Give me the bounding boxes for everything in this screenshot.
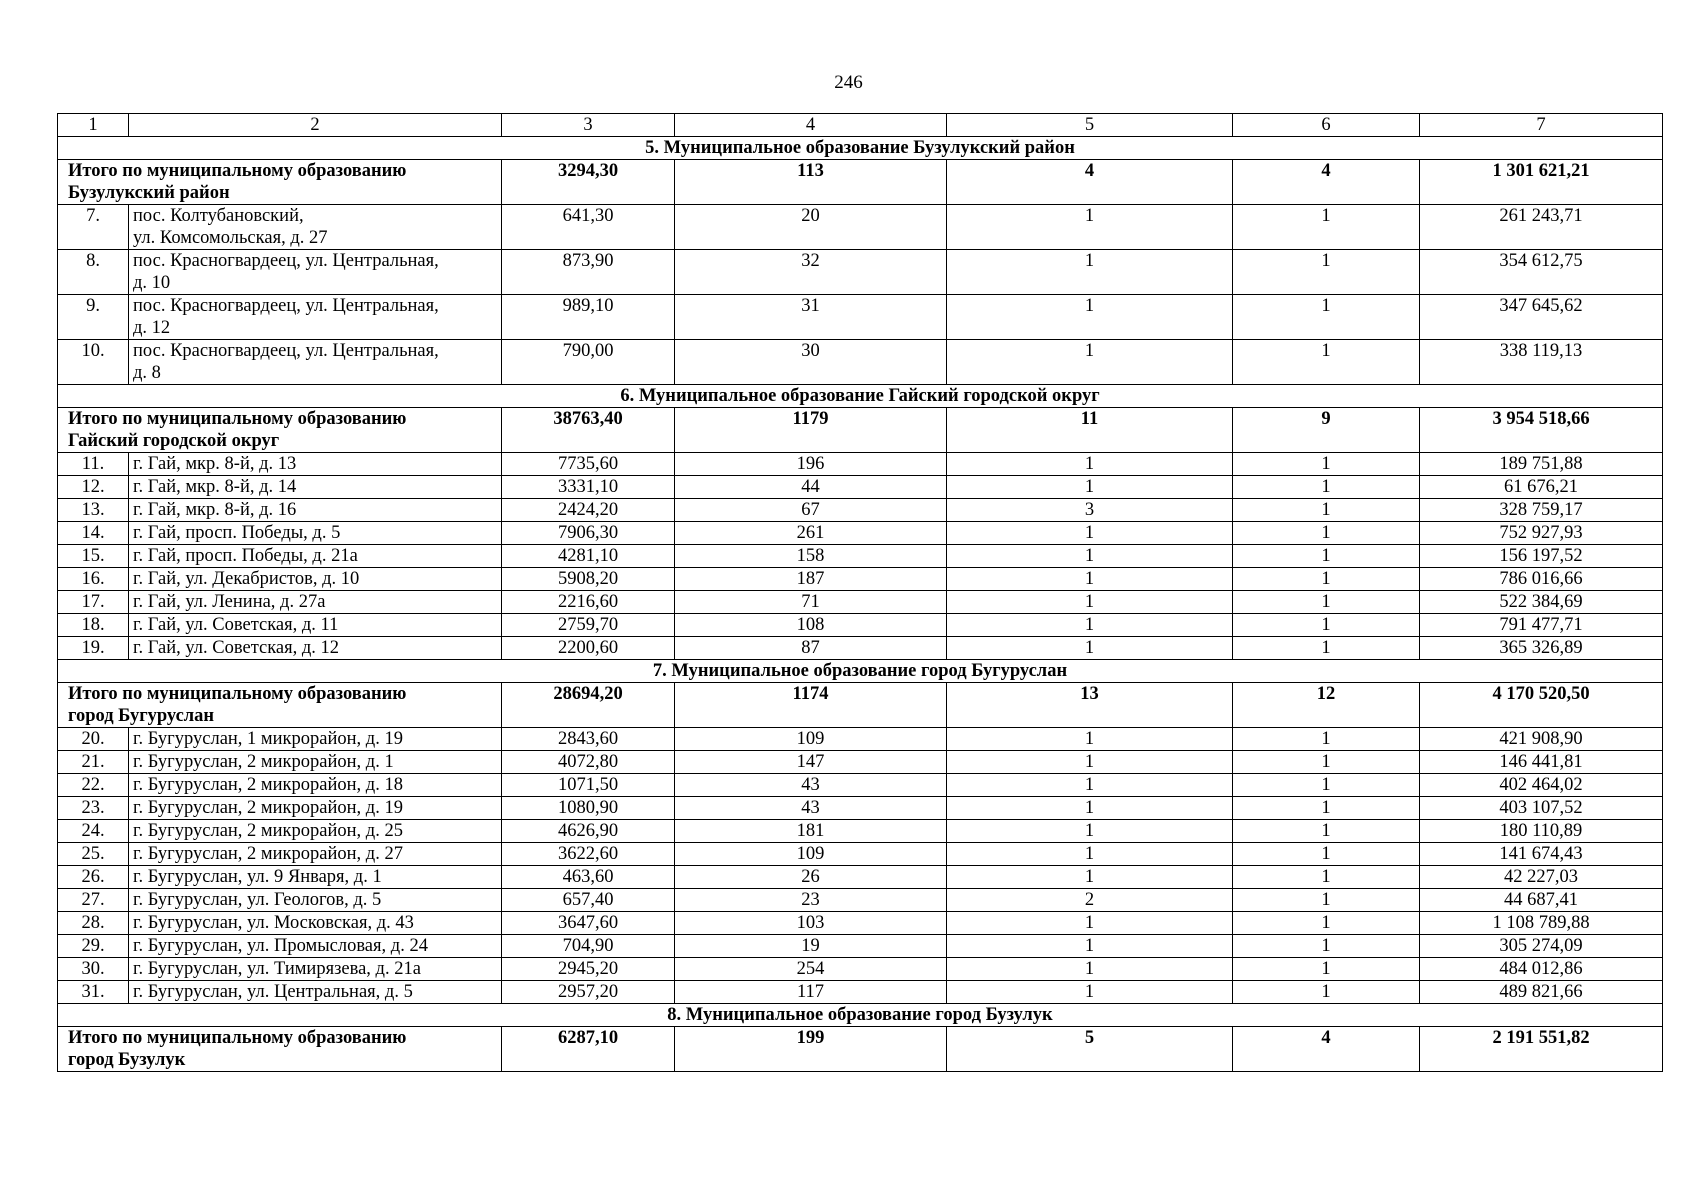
row-address-line2: д. 10 — [133, 273, 171, 293]
row-number: 21. — [58, 751, 129, 774]
row-address — [129, 476, 502, 499]
row-c3: 1080,90 — [502, 797, 675, 820]
row-c3: 2424,20 — [502, 499, 675, 522]
row-c5: 1 — [947, 522, 1233, 545]
row-c4: 67 — [675, 499, 947, 522]
section-title: 6. Муниципальное образование Гайский городской округ — [58, 385, 1663, 408]
row-number: 16. — [58, 568, 129, 591]
row-c4: 31 — [675, 295, 947, 340]
row-c4: 71 — [675, 591, 947, 614]
row-c5: 2 — [947, 889, 1233, 912]
table-row — [58, 958, 1663, 981]
row-c6: 1 — [1233, 797, 1420, 820]
row-number: 12. — [58, 476, 129, 499]
table-row — [58, 453, 1663, 476]
row-c5: 1 — [947, 774, 1233, 797]
column-number: 2 — [129, 114, 502, 137]
row-c5: 1 — [947, 591, 1233, 614]
row-number: 22. — [58, 774, 129, 797]
row-number: 9. — [58, 295, 129, 340]
row-c6: 1 — [1233, 728, 1420, 751]
total-c4: 113 — [675, 160, 947, 205]
row-c7: 44 687,41 — [1420, 889, 1663, 912]
row-address — [129, 912, 502, 935]
total-c5: 4 — [947, 160, 1233, 205]
table-row — [58, 522, 1663, 545]
row-address-line2: ул. Комсомольская, д. 27 — [133, 228, 328, 248]
total-label-line: Итого по муниципальному образованию — [68, 1028, 407, 1048]
row-c6: 1 — [1233, 295, 1420, 340]
row-c4: 23 — [675, 889, 947, 912]
row-address-line1: г. Бугуруслан, ул. Московская, д. 43 — [133, 913, 414, 933]
row-number: 7. — [58, 205, 129, 250]
table-row — [58, 866, 1663, 889]
row-c5: 1 — [947, 958, 1233, 981]
row-address-line1: пос. Колтубановский, — [133, 206, 304, 226]
table-row — [58, 295, 1663, 340]
table-row — [58, 728, 1663, 751]
row-address — [129, 522, 502, 545]
row-c7: 156 197,52 — [1420, 545, 1663, 568]
total-label — [58, 1027, 502, 1072]
row-address — [129, 981, 502, 1004]
row-address — [129, 751, 502, 774]
row-c3: 873,90 — [502, 250, 675, 295]
row-c7: 402 464,02 — [1420, 774, 1663, 797]
row-number: 13. — [58, 499, 129, 522]
total-c6: 9 — [1233, 408, 1420, 453]
total-c6: 4 — [1233, 160, 1420, 205]
row-c3: 2216,60 — [502, 591, 675, 614]
row-number: 15. — [58, 545, 129, 568]
row-c3: 7735,60 — [502, 453, 675, 476]
total-label — [58, 160, 502, 205]
row-c4: 254 — [675, 958, 947, 981]
row-c4: 30 — [675, 340, 947, 385]
row-c7: 791 477,71 — [1420, 614, 1663, 637]
row-address-line1: г. Бугуруслан, ул. Геологов, д. 5 — [133, 890, 382, 910]
column-number: 7 — [1420, 114, 1663, 137]
row-address-line1: г. Гай, ул. Декабристов, д. 10 — [133, 569, 360, 589]
total-c5: 13 — [947, 683, 1233, 728]
row-c6: 1 — [1233, 843, 1420, 866]
row-c5: 1 — [947, 728, 1233, 751]
row-address — [129, 843, 502, 866]
row-address — [129, 797, 502, 820]
row-address — [129, 637, 502, 660]
row-number: 25. — [58, 843, 129, 866]
row-address — [129, 866, 502, 889]
row-c7: 146 441,81 — [1420, 751, 1663, 774]
row-address-line1: г. Гай, просп. Победы, д. 21а — [133, 546, 358, 566]
total-c3: 38763,40 — [502, 408, 675, 453]
column-number: 5 — [947, 114, 1233, 137]
row-c3: 463,60 — [502, 866, 675, 889]
total-label — [58, 408, 502, 453]
table-row — [58, 568, 1663, 591]
row-c5: 1 — [947, 340, 1233, 385]
total-c4: 199 — [675, 1027, 947, 1072]
total-c4: 1179 — [675, 408, 947, 453]
row-number: 27. — [58, 889, 129, 912]
row-c4: 117 — [675, 981, 947, 1004]
row-address — [129, 250, 502, 295]
table-body — [58, 114, 1663, 1072]
row-c6: 1 — [1233, 981, 1420, 1004]
row-number: 14. — [58, 522, 129, 545]
row-address-line1: г. Гай, мкр. 8-й, д. 13 — [133, 454, 297, 474]
row-number: 30. — [58, 958, 129, 981]
row-c4: 19 — [675, 935, 947, 958]
total-label-line: город Бузулук — [68, 1050, 186, 1070]
total-label-line: Бузулукский район — [68, 183, 230, 203]
table-row — [58, 889, 1663, 912]
table-row — [58, 614, 1663, 637]
row-address — [129, 340, 502, 385]
row-c3: 3331,10 — [502, 476, 675, 499]
table-row — [58, 340, 1663, 385]
row-c3: 2945,20 — [502, 958, 675, 981]
table-row — [58, 935, 1663, 958]
row-c5: 1 — [947, 935, 1233, 958]
row-c4: 20 — [675, 205, 947, 250]
row-c6: 1 — [1233, 476, 1420, 499]
row-c4: 109 — [675, 843, 947, 866]
row-c7: 786 016,66 — [1420, 568, 1663, 591]
row-c6: 1 — [1233, 250, 1420, 295]
row-c7: 347 645,62 — [1420, 295, 1663, 340]
table-row — [58, 797, 1663, 820]
row-c4: 196 — [675, 453, 947, 476]
row-c4: 158 — [675, 545, 947, 568]
table-row — [58, 981, 1663, 1004]
row-c5: 3 — [947, 499, 1233, 522]
total-c3: 28694,20 — [502, 683, 675, 728]
row-c6: 1 — [1233, 889, 1420, 912]
section-title-row — [58, 385, 1663, 408]
row-address-line1: г. Бугуруслан, 2 микрорайон, д. 18 — [133, 775, 403, 795]
total-label-line: город Бугуруслан — [68, 706, 215, 726]
row-c5: 1 — [947, 614, 1233, 637]
row-address — [129, 295, 502, 340]
table-row — [58, 250, 1663, 295]
table-row — [58, 751, 1663, 774]
row-c3: 2200,60 — [502, 637, 675, 660]
row-c6: 1 — [1233, 340, 1420, 385]
row-c3: 641,30 — [502, 205, 675, 250]
row-c6: 1 — [1233, 820, 1420, 843]
column-number: 6 — [1233, 114, 1420, 137]
column-number: 4 — [675, 114, 947, 137]
row-number: 31. — [58, 981, 129, 1004]
row-c6: 1 — [1233, 774, 1420, 797]
row-c4: 26 — [675, 866, 947, 889]
row-c6: 1 — [1233, 205, 1420, 250]
row-address-line1: г. Гай, ул. Советская, д. 11 — [133, 615, 339, 635]
total-label-line: Итого по муниципальному образованию — [68, 684, 407, 704]
buildings-table — [57, 113, 1663, 1072]
table-row — [58, 205, 1663, 250]
row-address — [129, 591, 502, 614]
total-label — [58, 683, 502, 728]
row-c3: 989,10 — [502, 295, 675, 340]
row-address — [129, 614, 502, 637]
row-c7: 338 119,13 — [1420, 340, 1663, 385]
row-number: 18. — [58, 614, 129, 637]
row-c7: 61 676,21 — [1420, 476, 1663, 499]
row-number: 19. — [58, 637, 129, 660]
row-c3: 657,40 — [502, 889, 675, 912]
row-number: 24. — [58, 820, 129, 843]
row-address-line1: г. Бугуруслан, ул. 9 Января, д. 1 — [133, 867, 382, 887]
row-c5: 1 — [947, 476, 1233, 499]
row-c5: 1 — [947, 866, 1233, 889]
row-c4: 44 — [675, 476, 947, 499]
row-address — [129, 774, 502, 797]
row-c4: 187 — [675, 568, 947, 591]
row-c6: 1 — [1233, 499, 1420, 522]
row-address — [129, 889, 502, 912]
row-address — [129, 958, 502, 981]
total-c4: 1174 — [675, 683, 947, 728]
row-address — [129, 499, 502, 522]
row-c4: 108 — [675, 614, 947, 637]
total-row — [58, 408, 1663, 453]
row-address-line1: г. Бугуруслан, 2 микрорайон, д. 19 — [133, 798, 403, 818]
row-c3: 3647,60 — [502, 912, 675, 935]
row-c5: 1 — [947, 981, 1233, 1004]
row-c3: 4281,10 — [502, 545, 675, 568]
row-c5: 1 — [947, 797, 1233, 820]
table-row — [58, 774, 1663, 797]
row-c4: 87 — [675, 637, 947, 660]
table-row — [58, 499, 1663, 522]
total-c5: 11 — [947, 408, 1233, 453]
row-address — [129, 545, 502, 568]
row-address-line1: г. Бугуруслан, ул. Промысловая, д. 24 — [133, 936, 428, 956]
row-c7: 261 243,71 — [1420, 205, 1663, 250]
row-address-line1: г. Бугуруслан, 1 микрорайон, д. 19 — [133, 729, 403, 749]
row-c3: 4072,80 — [502, 751, 675, 774]
row-c3: 1071,50 — [502, 774, 675, 797]
row-address-line1: г. Бугуруслан, ул. Центральная, д. 5 — [133, 982, 413, 1002]
total-c5: 5 — [947, 1027, 1233, 1072]
row-c4: 43 — [675, 774, 947, 797]
row-c4: 181 — [675, 820, 947, 843]
row-c7: 354 612,75 — [1420, 250, 1663, 295]
row-c6: 1 — [1233, 958, 1420, 981]
row-c7: 484 012,86 — [1420, 958, 1663, 981]
row-c6: 1 — [1233, 637, 1420, 660]
row-address-line1: пос. Красногвардеец, ул. Центральная, — [133, 296, 439, 316]
row-c5: 1 — [947, 295, 1233, 340]
section-title-row — [58, 137, 1663, 160]
row-c7: 752 927,93 — [1420, 522, 1663, 545]
row-c4: 32 — [675, 250, 947, 295]
row-c3: 2843,60 — [502, 728, 675, 751]
row-c7: 403 107,52 — [1420, 797, 1663, 820]
row-c4: 43 — [675, 797, 947, 820]
row-c7: 189 751,88 — [1420, 453, 1663, 476]
row-c3: 704,90 — [502, 935, 675, 958]
row-c5: 1 — [947, 820, 1233, 843]
row-c4: 109 — [675, 728, 947, 751]
row-address — [129, 568, 502, 591]
total-label-line: Итого по муниципальному образованию — [68, 409, 407, 429]
row-number: 29. — [58, 935, 129, 958]
row-c7: 42 227,03 — [1420, 866, 1663, 889]
row-c3: 2957,20 — [502, 981, 675, 1004]
total-row — [58, 1027, 1663, 1072]
section-title: 8. Муниципальное образование город Бузулук — [58, 1004, 1663, 1027]
row-c7: 1 108 789,88 — [1420, 912, 1663, 935]
section-title: 5. Муниципальное образование Бузулукский район — [58, 137, 1663, 160]
row-address — [129, 728, 502, 751]
section-title-row — [58, 1004, 1663, 1027]
row-address — [129, 935, 502, 958]
row-c6: 1 — [1233, 568, 1420, 591]
total-c7: 2 191 551,82 — [1420, 1027, 1663, 1072]
row-c7: 421 908,90 — [1420, 728, 1663, 751]
row-c4: 103 — [675, 912, 947, 935]
table-row — [58, 545, 1663, 568]
total-c7: 4 170 520,50 — [1420, 683, 1663, 728]
row-address-line1: г. Гай, просп. Победы, д. 5 — [133, 523, 341, 543]
row-c3: 3622,60 — [502, 843, 675, 866]
total-c7: 3 954 518,66 — [1420, 408, 1663, 453]
row-number: 28. — [58, 912, 129, 935]
row-c3: 790,00 — [502, 340, 675, 385]
row-c3: 2759,70 — [502, 614, 675, 637]
row-c6: 1 — [1233, 614, 1420, 637]
column-number: 3 — [502, 114, 675, 137]
table-row — [58, 843, 1663, 866]
total-c6: 4 — [1233, 1027, 1420, 1072]
total-c3: 6287,10 — [502, 1027, 675, 1072]
row-address-line1: г. Бугуруслан, 2 микрорайон, д. 25 — [133, 821, 403, 841]
row-number: 17. — [58, 591, 129, 614]
total-row — [58, 160, 1663, 205]
total-c3: 3294,30 — [502, 160, 675, 205]
row-c7: 305 274,09 — [1420, 935, 1663, 958]
row-address — [129, 453, 502, 476]
row-address-line2: д. 8 — [133, 363, 161, 383]
row-c6: 1 — [1233, 453, 1420, 476]
section-title: 7. Муниципальное образование город Бугуруслан — [58, 660, 1663, 683]
row-c6: 1 — [1233, 866, 1420, 889]
table-row — [58, 591, 1663, 614]
row-c6: 1 — [1233, 751, 1420, 774]
row-c6: 1 — [1233, 935, 1420, 958]
row-c5: 1 — [947, 568, 1233, 591]
row-address-line1: г. Бугуруслан, 2 микрорайон, д. 27 — [133, 844, 403, 864]
row-address-line1: г. Гай, ул. Ленина, д. 27а — [133, 592, 326, 612]
row-c4: 261 — [675, 522, 947, 545]
row-address-line1: пос. Красногвардеец, ул. Центральная, — [133, 341, 439, 361]
table-row — [58, 820, 1663, 843]
row-c7: 141 674,43 — [1420, 843, 1663, 866]
row-number: 23. — [58, 797, 129, 820]
table-row — [58, 912, 1663, 935]
total-c6: 12 — [1233, 683, 1420, 728]
row-c7: 365 326,89 — [1420, 637, 1663, 660]
row-c5: 1 — [947, 545, 1233, 568]
row-c5: 1 — [947, 637, 1233, 660]
row-c7: 489 821,66 — [1420, 981, 1663, 1004]
row-address-line2: д. 12 — [133, 318, 171, 338]
row-number: 11. — [58, 453, 129, 476]
table-row — [58, 476, 1663, 499]
row-c3: 4626,90 — [502, 820, 675, 843]
row-number: 8. — [58, 250, 129, 295]
row-c7: 180 110,89 — [1420, 820, 1663, 843]
row-c7: 522 384,69 — [1420, 591, 1663, 614]
total-label-line: Гайский городской округ — [68, 431, 280, 451]
row-address-line1: пос. Красногвардеец, ул. Центральная, — [133, 251, 439, 271]
row-address-line1: г. Гай, мкр. 8-й, д. 14 — [133, 477, 297, 497]
row-number: 10. — [58, 340, 129, 385]
row-c4: 147 — [675, 751, 947, 774]
row-c3: 5908,20 — [502, 568, 675, 591]
row-address — [129, 820, 502, 843]
column-number: 1 — [58, 114, 129, 137]
row-address-line1: г. Гай, мкр. 8-й, д. 16 — [133, 500, 297, 520]
row-address-line1: г. Гай, ул. Советская, д. 12 — [133, 638, 340, 658]
row-c5: 1 — [947, 751, 1233, 774]
row-address-line1: г. Бугуруслан, 2 микрорайон, д. 1 — [133, 752, 394, 772]
row-address-line1: г. Бугуруслан, ул. Тимирязева, д. 21а — [133, 959, 421, 979]
column-number-row — [58, 114, 1663, 137]
table-row — [58, 637, 1663, 660]
total-label-line: Итого по муниципальному образованию — [68, 161, 407, 181]
row-c6: 1 — [1233, 591, 1420, 614]
row-c7: 328 759,17 — [1420, 499, 1663, 522]
row-number: 20. — [58, 728, 129, 751]
page-number: 246 — [834, 72, 863, 93]
row-c6: 1 — [1233, 912, 1420, 935]
row-c6: 1 — [1233, 522, 1420, 545]
section-title-row — [58, 660, 1663, 683]
row-c6: 1 — [1233, 545, 1420, 568]
row-c5: 1 — [947, 843, 1233, 866]
row-c5: 1 — [947, 205, 1233, 250]
row-c3: 7906,30 — [502, 522, 675, 545]
row-c5: 1 — [947, 250, 1233, 295]
row-number: 26. — [58, 866, 129, 889]
row-c5: 1 — [947, 453, 1233, 476]
total-c7: 1 301 621,21 — [1420, 160, 1663, 205]
row-address — [129, 205, 502, 250]
row-c5: 1 — [947, 912, 1233, 935]
total-row — [58, 683, 1663, 728]
